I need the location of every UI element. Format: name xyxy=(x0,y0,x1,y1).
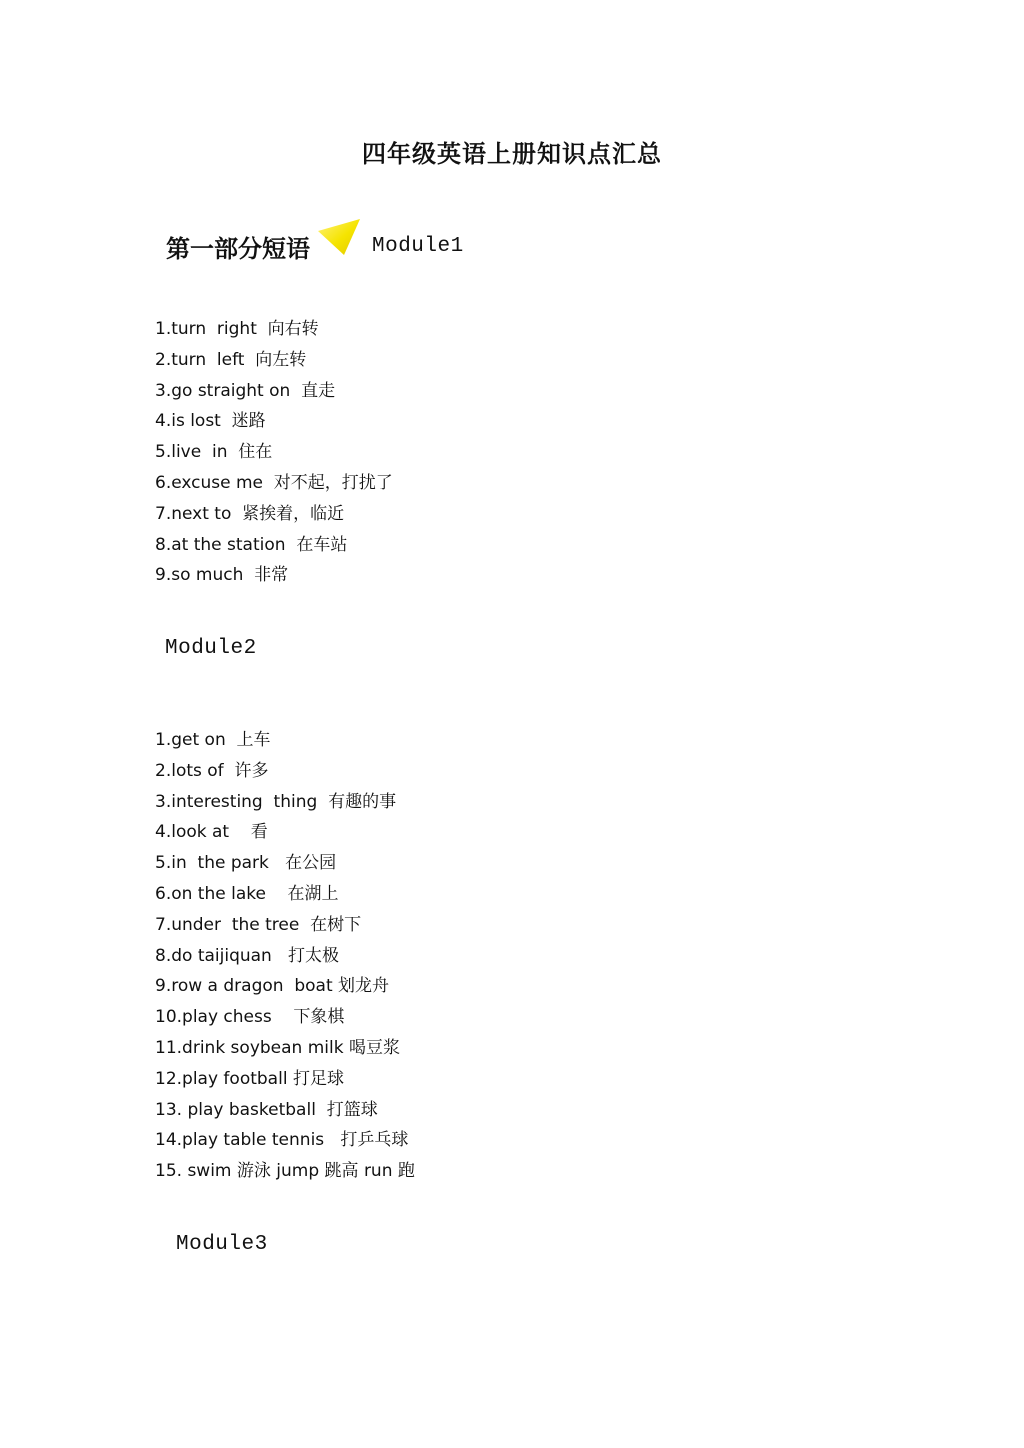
list-item: 10.play chess 下象棋 xyxy=(155,1007,345,1028)
list-item: 9.row a dragon boat 划龙舟 xyxy=(155,976,390,997)
list-item: 9.so much 非常 xyxy=(155,565,289,586)
list-item: 1.turn right 向右转 xyxy=(155,319,319,339)
phrase-list-module1 xyxy=(155,314,393,591)
list-item: 15. swim 游泳 jump 跳高 run 跑 xyxy=(155,1161,415,1182)
list-item: 7.next to 紧挨着，临近 xyxy=(155,503,345,524)
highlight-triangle-icon xyxy=(314,217,362,257)
list-item: 5.in the park 在公园 xyxy=(155,853,337,874)
list-item: 7.under the tree 在树下 xyxy=(155,914,362,935)
list-item: 11.drink soybean milk 喝豆浆 xyxy=(155,1037,400,1058)
section-heading xyxy=(166,228,464,264)
module-title-3: Module3 xyxy=(176,1233,268,1256)
list-item: 3.interesting thing 有趣的事 xyxy=(155,791,397,812)
list-item: 2.turn left 向左转 xyxy=(155,349,307,370)
list-item: 8.at the station 在车站 xyxy=(155,534,348,555)
list-item: 8.do taijiquan 打太极 xyxy=(155,945,340,966)
module-title-2: Module2 xyxy=(165,637,257,660)
section-label: 第一部分短语 xyxy=(166,233,310,263)
list-item: 6.on the lake 在湖上 xyxy=(155,883,339,904)
list-item: 3.go straight on 直走 xyxy=(155,380,336,401)
phrase-list-module2 xyxy=(155,725,415,1187)
list-item: 12.play football 打足球 xyxy=(155,1068,344,1089)
list-item: 4.look at 看 xyxy=(155,822,268,843)
list-item: 5.live in 住在 xyxy=(155,442,273,463)
list-item: 1.get on 上车 xyxy=(155,730,271,750)
module-title-1: Module1 xyxy=(372,234,464,258)
list-item: 4.is lost 迷路 xyxy=(155,411,266,432)
list-item: 6.excuse me 对不起，打扰了 xyxy=(155,472,393,493)
list-item: 2.lots of 许多 xyxy=(155,760,269,781)
list-item: 13. play basketball 打篮球 xyxy=(155,1099,378,1120)
list-item: 14.play table tennis 打乒乓球 xyxy=(155,1130,409,1151)
document-title: 四年级英语上册知识点汇总 xyxy=(362,139,662,168)
